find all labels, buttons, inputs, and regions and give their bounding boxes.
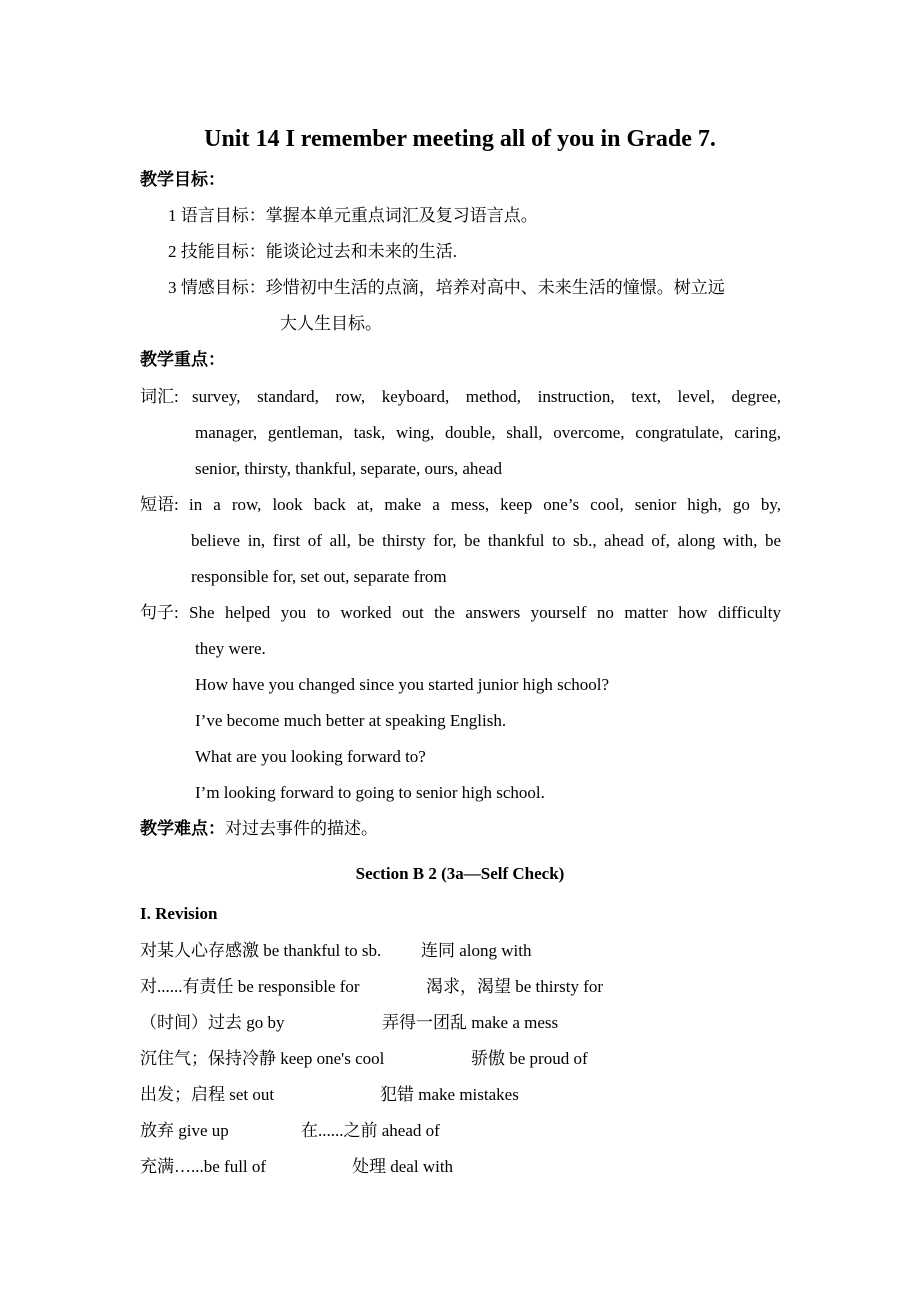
revision-term: 沉住气；保持冷静 keep one's cool (140, 1049, 385, 1068)
sentence-line: She helped you to worked out the answers yourself no matter how difficulty (189, 603, 781, 622)
phrase-line: responsible for, set out, separate from (191, 567, 447, 586)
sentence-line: I’m looking forward to going to senior high school. (195, 783, 545, 802)
revision-term: 对某人心存感激 be thankful to sb. (140, 941, 382, 960)
difficulty-heading: 教学难点： (140, 819, 225, 838)
sentence-line: I’ve become much better at speaking English. (195, 711, 507, 730)
phrase-line: in a row, look back at, make a mess, keep one’s cool, senior high, go by, (189, 495, 781, 514)
revision-term: 弄得一团乱 make a mess (382, 1013, 559, 1032)
vocab-line: survey, standard, row, keyboard, method, instruction, text, level, degree, (192, 387, 781, 406)
difficulty-row (140, 818, 378, 840)
sentence-line: What are you looking forward to? (195, 747, 426, 766)
revision-term: 犯错 make mistakes (380, 1085, 519, 1104)
objective-item-continued: 大人生目标。 (280, 314, 382, 333)
section-title: Section B 2 (3a—Self Check) (355, 864, 565, 883)
sentence-label: 句子: (140, 603, 179, 622)
vocab-label: 词汇: (140, 387, 179, 406)
revision-term: 骄傲 be proud of (471, 1049, 588, 1068)
revision-term: 处理 deal with (352, 1157, 454, 1176)
objectives-heading: 教学目标： (140, 170, 225, 189)
vocab-line: senior, thirsty, thankful, separate, ours, ahead (195, 459, 502, 478)
revision-term: 充满…...be full of (140, 1157, 267, 1176)
vocab-line: manager, gentleman, task, wing, double, shall, overcome, congratulate, caring, (195, 423, 781, 442)
sentence-line: they were. (195, 639, 266, 658)
key-points-heading: 教学重点： (140, 350, 225, 369)
revision-term: 出发；启程 set out (140, 1085, 275, 1104)
document-title: Unit 14 I remember meeting all of you in Grade 7. (204, 126, 716, 152)
revision-heading: I. Revision (140, 904, 218, 923)
revision-term: （时间）过去 go by (140, 1013, 285, 1032)
revision-term: 在......之前 ahead of (301, 1121, 440, 1140)
difficulty-text: 对过去事件的描述。 (225, 819, 378, 838)
revision-term: 放弃 give up (140, 1121, 229, 1140)
sentence-line: How have you changed since you started junior high school? (195, 675, 610, 694)
revision-term: 连同 along with (421, 941, 532, 960)
revision-term: 对......有责任 be responsible for (140, 977, 360, 996)
phrase-label: 短语: (140, 495, 179, 514)
revision-term: 渴求，渴望 be thirsty for (426, 977, 604, 996)
objective-item: 1 语言目标：掌握本单元重点词汇及复习语言点。 (168, 206, 538, 225)
objective-item: 2 技能目标：能谈论过去和未来的生活. (168, 242, 457, 261)
phrase-line: believe in, first of all, be thirsty for, be thankful to sb., ahead of, along with, be (191, 531, 781, 550)
objective-item: 3 情感目标：珍惜初中生活的点滴，培养对高中、未来生活的憧憬。树立远 (168, 278, 725, 297)
